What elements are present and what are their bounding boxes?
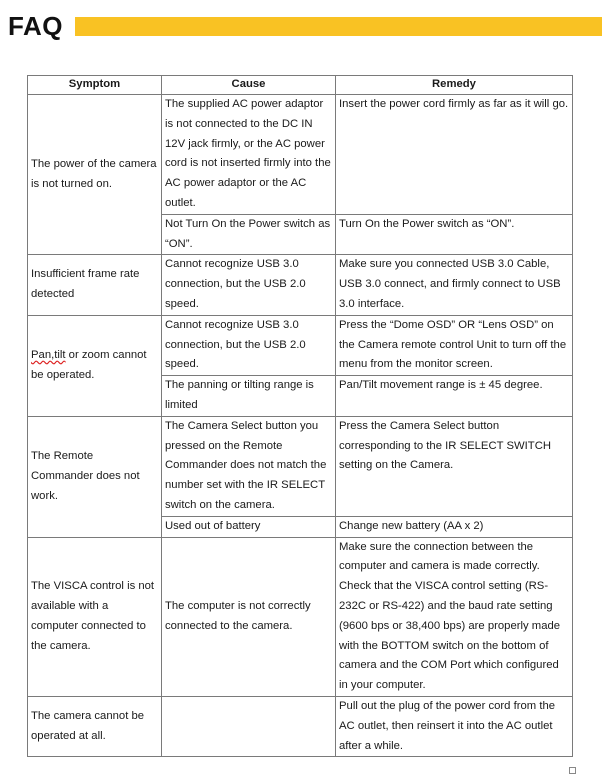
cause-cell: Used out of battery bbox=[162, 516, 336, 537]
table-row bbox=[28, 315, 573, 375]
cause-cell bbox=[162, 696, 336, 756]
header-symptom: Symptom bbox=[28, 76, 162, 95]
symptom-cell: Insufficient frame rate detected bbox=[28, 255, 162, 315]
table-row bbox=[28, 696, 573, 756]
symptom-cell: The power of the camera is not turned on. bbox=[28, 95, 162, 255]
cause-cell: Cannot recognize USB 3.0 connection, but the USB 2.0 speed. bbox=[162, 255, 336, 315]
table-resize-handle bbox=[569, 767, 576, 774]
cause-cell: The computer is not correctly connected to the camera. bbox=[162, 537, 336, 696]
symptom-cell bbox=[28, 315, 162, 416]
remedy-cell: Make sure the connection between the computer and camera is made correctly. Check that the VISCA control setting (RS-232C or RS-422) and the baud rate setting (9600 bps or 38,400 bps) are properly made with the BOTTOM switch on the bottom of camera and the COM Port which configured in your computer. bbox=[336, 537, 573, 696]
cause-cell: The supplied AC power adaptor is not connected to the DC IN 12V jack firmly, or the AC power cord is not inserted firmly into the AC power adaptor or the AC outlet. bbox=[162, 95, 336, 215]
symptom-underlined-text: Pan,tilt bbox=[31, 348, 66, 361]
cause-cell: The Camera Select button you pressed on the Remote Commander does not match the number set with the IR SELECT switch on the camera. bbox=[162, 416, 336, 516]
remedy-cell: Insert the power cord firmly as far as it will go. bbox=[336, 95, 573, 215]
symptom-cell: The camera cannot be operated at all. bbox=[28, 696, 162, 756]
symptom-cell: The VISCA control is not available with a computer connected to the camera. bbox=[28, 537, 162, 696]
page-title: FAQ bbox=[8, 11, 63, 41]
header-cause: Cause bbox=[162, 76, 336, 95]
table-row bbox=[28, 95, 573, 215]
title-accent-bar bbox=[75, 17, 602, 36]
header-remedy: Remedy bbox=[336, 76, 573, 95]
symptom-cell: The Remote Commander does not work. bbox=[28, 416, 162, 537]
symptom-text: or zoom cannot be operated. bbox=[31, 348, 147, 381]
cause-cell: The panning or tilting range is limited bbox=[162, 376, 336, 417]
remedy-cell: Pull out the plug of the power cord from the AC outlet, then reinsert it into the AC outlet after a while. bbox=[336, 696, 573, 756]
table-header-row bbox=[28, 76, 573, 95]
remedy-cell: Pan/Tilt movement range is ± 45 degree. bbox=[336, 376, 573, 417]
faq-table bbox=[27, 75, 573, 757]
table-row bbox=[28, 255, 573, 315]
table-row bbox=[28, 537, 573, 696]
remedy-cell: Turn On the Power switch as “ON”. bbox=[336, 214, 573, 255]
table-row bbox=[28, 416, 573, 516]
cause-cell: Cannot recognize USB 3.0 connection, but the USB 2.0 speed. bbox=[162, 315, 336, 375]
remedy-cell: Change new battery (AA x 2) bbox=[336, 516, 573, 537]
remedy-cell: Press the Camera Select button corresponding to the IR SELECT SWITCH setting on the Camera. bbox=[336, 416, 573, 516]
remedy-cell: Press the “Dome OSD” OR “Lens OSD” on the Camera remote control Unit to turn off the menu from the monitor screen. bbox=[336, 315, 573, 375]
remedy-cell: Make sure you connected USB 3.0 Cable, USB 3.0 connect, and firmly connect to USB 3.0 interface. bbox=[336, 255, 573, 315]
cause-cell: Not Turn On the Power switch as “ON”. bbox=[162, 214, 336, 255]
